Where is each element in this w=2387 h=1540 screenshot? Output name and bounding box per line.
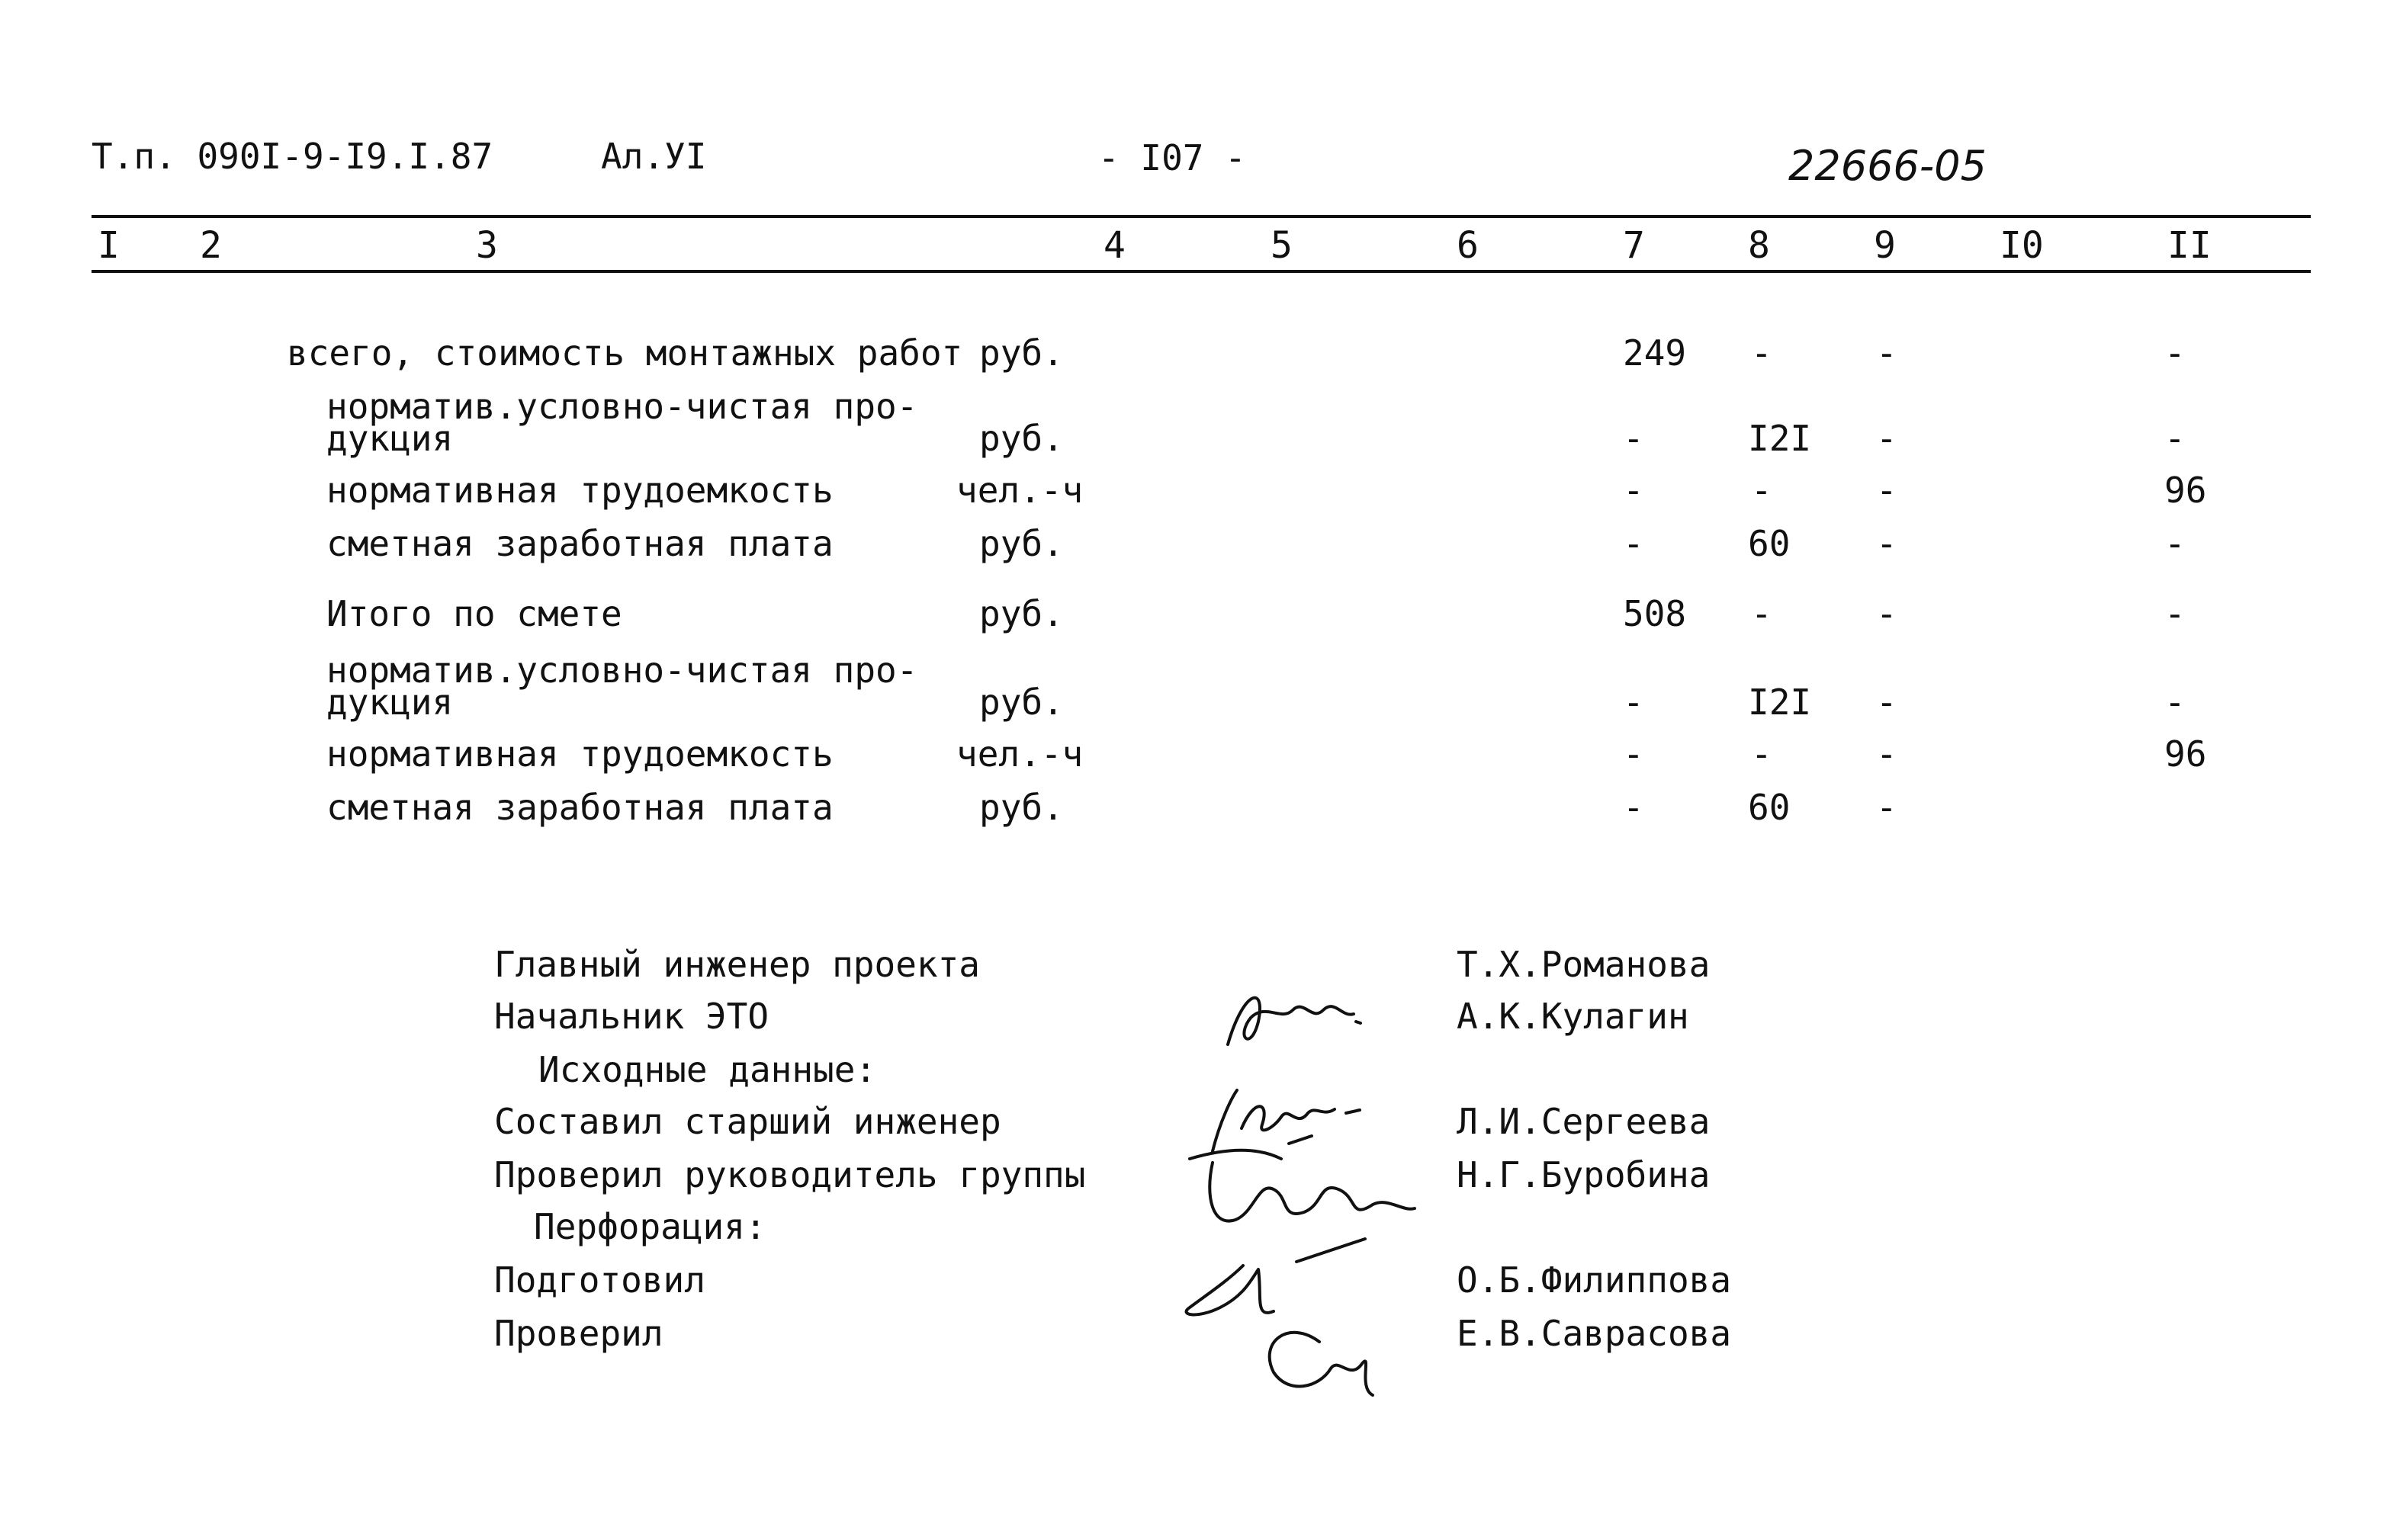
signature-name: Н.Г.Буробина <box>1457 1154 1711 1195</box>
signature-role: Начальник ЭТО <box>494 996 769 1037</box>
row-col8: 60 <box>1748 523 1791 564</box>
table-top-rule <box>92 215 2311 218</box>
row-col7: - <box>1623 787 1644 828</box>
row-unit: руб. <box>979 523 1064 564</box>
row-col7: - <box>1623 470 1644 511</box>
row-unit: руб. <box>979 418 1064 459</box>
column-number-6: 6 <box>1457 224 1479 267</box>
column-number-11: II <box>2167 224 2212 267</box>
row-col7: - <box>1623 733 1644 775</box>
row-col11: - <box>2164 332 2186 374</box>
row-col11: - <box>2164 593 2186 634</box>
row-col9: - <box>1876 523 1897 564</box>
row-col7: - <box>1623 523 1644 564</box>
signature-role: Подготовил <box>494 1259 705 1301</box>
column-number-5: 5 <box>1271 224 1293 267</box>
column-number-2: 2 <box>200 224 222 267</box>
row-col8: 60 <box>1748 787 1791 828</box>
row-col8: I2I <box>1748 418 1812 459</box>
row-col8: - <box>1751 593 1772 634</box>
row-col9: - <box>1876 682 1897 723</box>
row-label: нормативная трудоемкость <box>326 470 834 511</box>
signature-role: Составил старший инженер <box>494 1101 1001 1142</box>
column-number-4: 4 <box>1104 224 1126 267</box>
section-heading: Исходные данные: <box>538 1049 877 1090</box>
row-col9: - <box>1876 470 1897 511</box>
column-number-10: I0 <box>2000 224 2044 267</box>
row-col9: - <box>1876 332 1897 374</box>
signature-name: А.К.Кулагин <box>1457 996 1689 1037</box>
stamp-number: 22666-05 <box>1788 142 1987 190</box>
row-unit: чел.-ч <box>956 470 1084 511</box>
row-col7: 508 <box>1623 593 1687 634</box>
row-col11: 96 <box>2164 733 2207 775</box>
row-col7: - <box>1623 682 1644 723</box>
row-col11: 96 <box>2164 470 2207 511</box>
row-col8: - <box>1751 332 1772 374</box>
row-col7: 249 <box>1623 332 1687 374</box>
row-label: нормативная трудоемкость <box>326 733 834 775</box>
row-unit: руб. <box>979 593 1064 634</box>
row-col9: - <box>1876 733 1897 775</box>
column-number-1: I <box>98 224 120 267</box>
handwritten-signature <box>1182 1128 1426 1250</box>
row-unit: руб. <box>979 682 1064 723</box>
signature-name: О.Б.Филиппова <box>1457 1259 1732 1301</box>
row-label: дукция <box>326 682 454 723</box>
row-col8: - <box>1751 470 1772 511</box>
signature-name: Е.В.Саврасова <box>1457 1313 1732 1354</box>
signature-role: Главный инженер проекта <box>494 944 980 985</box>
row-label: сметная заработная плата <box>326 787 834 828</box>
handwritten-signature <box>1167 1235 1396 1403</box>
album-label: Ал.УI <box>601 136 707 177</box>
row-col11: - <box>2164 418 2186 459</box>
row-col8: - <box>1751 733 1772 775</box>
table-header-rule <box>92 270 2311 273</box>
row-unit: чел.-ч <box>956 733 1084 775</box>
signature-name: Т.Х.Романова <box>1457 944 1711 985</box>
row-unit: руб. <box>979 332 1064 374</box>
doc-code: Т.п. 090I-9-I9.I.87 <box>92 136 493 177</box>
column-number-8: 8 <box>1748 224 1770 267</box>
column-number-3: 3 <box>476 224 498 267</box>
row-col11: - <box>2164 682 2186 723</box>
row-label: дукция <box>326 418 454 459</box>
row-col11: - <box>2164 523 2186 564</box>
page-number: - I07 - <box>1098 137 1246 178</box>
row-col9: - <box>1876 787 1897 828</box>
column-number-9: 9 <box>1874 224 1896 267</box>
row-label: норматив.условно-чистая про- <box>326 650 918 691</box>
signature-role: Проверил руководитель группы <box>494 1154 1086 1195</box>
column-number-7: 7 <box>1623 224 1645 267</box>
row-col7: - <box>1623 418 1644 459</box>
row-label: норматив.условно-чистая про- <box>326 386 918 427</box>
signature-name: Л.И.Сергеева <box>1457 1101 1711 1142</box>
row-col8: I2I <box>1748 682 1812 723</box>
signature-role: Проверил <box>494 1313 663 1354</box>
row-label: всего, стоимость монтажных работ <box>287 332 963 374</box>
handwritten-signature <box>1220 976 1373 1060</box>
row-col9: - <box>1876 593 1897 634</box>
row-unit: руб. <box>979 787 1064 828</box>
row-col9: - <box>1876 418 1897 459</box>
row-label: сметная заработная плата <box>326 523 834 564</box>
row-label: Итого по смете <box>326 593 622 634</box>
section-heading: Перфорация: <box>534 1206 766 1247</box>
